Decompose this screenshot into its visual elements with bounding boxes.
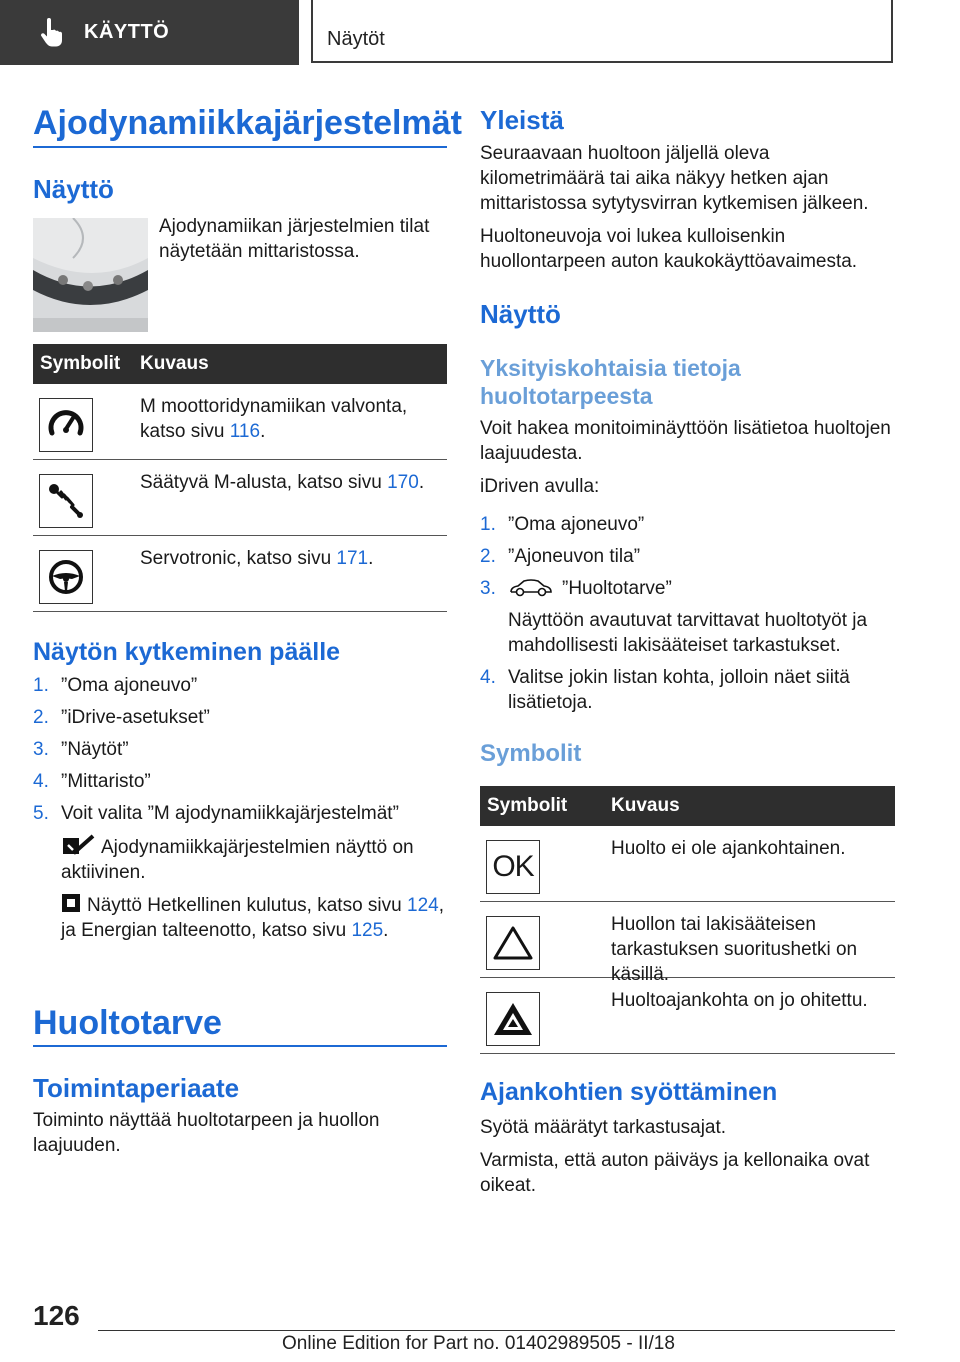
row-text: Servotronic, katso sivu <box>140 548 337 569</box>
step-number: 3. <box>33 739 49 760</box>
checkbox-empty-icon <box>61 893 81 913</box>
suspension-icon <box>39 474 93 528</box>
list-item <box>480 665 895 715</box>
row-tail: . <box>418 472 425 493</box>
pointing-hand-icon <box>40 18 66 48</box>
box-note-text-wrap <box>61 893 447 943</box>
list-item <box>480 544 895 569</box>
general-paragraph-2: Huoltoneuvoja voi lukea kulloisenkin huollontarpeen auton kaukokäyttöavaimesta. <box>480 226 858 272</box>
list-item <box>33 769 447 794</box>
box-note <box>33 893 447 943</box>
row-description <box>140 546 440 571</box>
display-text: Ajodynamiikan järjestelmien tilat näytetään mittaristossa. <box>159 216 430 262</box>
row-description <box>140 470 440 495</box>
page-number: 126 <box>33 1300 80 1331</box>
step-number: 5. <box>33 803 49 824</box>
principle-text: Toiminto näyttää huoltotarpeen ja huollon laajuuden. <box>33 1110 380 1156</box>
step-number: 2. <box>480 546 496 567</box>
row-description: Huollon tai lakisääteisen tarkastuksen suoritushetki on käsillä. <box>611 914 858 985</box>
principle-heading: Toimintaperiaate <box>33 1073 240 1103</box>
box-tail: . <box>383 920 389 941</box>
section-title: KÄYTTÖ <box>84 21 170 43</box>
step-number: 4. <box>33 771 49 792</box>
header-symbols: Symbolit <box>487 795 568 816</box>
row-description: Huoltoajankohta on jo ohitettu. <box>611 990 868 1011</box>
page-link[interactable]: 171 <box>336 548 369 569</box>
switch-on-steps <box>33 673 447 943</box>
service-steps <box>480 512 895 715</box>
table-row <box>480 826 895 902</box>
step-text: ”Huoltotarve” <box>562 578 672 599</box>
check-note-text-wrap <box>61 834 447 885</box>
step-number: 1. <box>33 675 49 696</box>
list-item <box>33 737 447 762</box>
table-row <box>33 384 447 460</box>
filled-warning-triangle-icon <box>486 992 540 1046</box>
ok-icon <box>486 840 540 894</box>
step-text: ”Oma ajoneuvo” <box>61 675 198 696</box>
service-title: Huoltotarve <box>33 1004 222 1042</box>
page-link[interactable]: 170 <box>387 472 419 493</box>
switch-on-heading: Näytön kytkeminen päälle <box>33 638 341 666</box>
symbols-heading: Symbolit <box>480 740 582 767</box>
display-heading: Näyttö <box>33 174 114 204</box>
row-description: Huolto ei ole ajankohtainen. <box>611 838 846 859</box>
step-number: 4. <box>480 667 496 688</box>
list-item <box>33 705 447 730</box>
step-text: ”iDrive-asetukset” <box>61 707 210 728</box>
idrive-label: iDriven avulla: <box>480 476 600 497</box>
list-item <box>33 801 447 826</box>
check-text: Ajodynamiikkajärjestelmien näyttö on aktiivinen. <box>61 837 414 883</box>
page-link[interactable]: 124 <box>407 895 439 916</box>
page-link[interactable]: 116 <box>229 421 261 442</box>
list-item <box>480 576 895 601</box>
title-rule <box>33 146 447 148</box>
drive-dynamics-symbol-table <box>33 344 447 612</box>
list-item <box>480 512 895 537</box>
checkbox-checked-icon <box>61 834 95 856</box>
display-heading-right: Näyttö <box>480 299 561 329</box>
step-text: ”Mittaristo” <box>61 771 151 792</box>
page-title: Ajodynamiikkajärjestelmät <box>33 104 462 142</box>
box-text: , ja Energian talteenotto, katso sivu <box>61 895 444 941</box>
row-text: Säätyvä M-alusta, katso sivu <box>140 472 388 493</box>
table-header <box>33 344 447 384</box>
step-text-wrap <box>508 576 895 601</box>
step-text: ”Näytöt” <box>61 739 129 760</box>
general-paragraph-1: Seuraavaan huoltoon jäljellä oleva kilometrimäärä tai aika näkyy hetken ajan mittaristossa sytytysvirran kytkemisen jälkeen. <box>480 143 869 214</box>
header-symbols: Symbolit <box>40 353 121 374</box>
row-tail: . <box>260 421 266 442</box>
row-description <box>140 394 440 444</box>
footer-rule <box>98 1330 895 1331</box>
service-symbol-table <box>480 786 895 1054</box>
table-row <box>480 978 895 1054</box>
step-text: Valitse jokin listan kohta, jolloin näet siitä lisätietoja. <box>508 667 850 713</box>
dates-paragraph-1: Syötä määrätyt tarkastusajat. <box>480 1117 727 1138</box>
detail-heading: Yksityiskohtaisia tietoja huoltotarpeesta <box>480 355 741 409</box>
dates-paragraph-2: Varmista, että auton päiväys ja kellonaika ovat oikeat. <box>480 1150 870 1196</box>
edition-text: Online Edition for Part no. 01402989505 - II/18 <box>282 1333 675 1354</box>
page-link[interactable]: 125 <box>351 920 384 941</box>
chapter-title: Näytöt <box>327 28 385 50</box>
check-note <box>33 834 447 885</box>
car-icon <box>508 578 554 598</box>
steering-wheel-icon <box>39 550 93 604</box>
row-text: M moottoridynamiikan valvonta, katso sivu <box>140 396 408 442</box>
header-description: Kuvaus <box>140 353 209 374</box>
service-rule <box>33 1045 447 1047</box>
section-header <box>0 0 299 65</box>
gauge-icon <box>39 398 93 452</box>
step-text: ”Oma ajoneuvo” <box>508 514 645 535</box>
box-text: Näyttö Hetkellinen kulutus, katso sivu <box>87 895 407 916</box>
table-row <box>33 536 447 612</box>
row-tail: . <box>368 548 374 569</box>
step-number: 1. <box>480 514 496 535</box>
step-number: 3. <box>480 578 496 599</box>
chapter-header <box>311 0 893 63</box>
warning-triangle-icon <box>486 916 540 970</box>
list-item <box>33 673 447 698</box>
step-number: 2. <box>33 707 49 728</box>
general-heading: Yleistä <box>480 105 564 135</box>
instrument-cluster-image <box>33 218 148 332</box>
table-row <box>480 902 895 985</box>
step-text: Voit valita ”M ajodynamiikkajärjestelmät” <box>61 803 399 824</box>
detail-paragraph: Voit hakea monitoiminäyttöön lisätietoa huoltojen laajuudesta. <box>480 418 891 464</box>
step-sub-note <box>480 608 895 658</box>
ok-icon-text: OK <box>492 850 534 883</box>
table-row <box>33 460 447 536</box>
header-description: Kuvaus <box>611 795 680 816</box>
step-text: ”Ajoneuvon tila” <box>508 546 641 567</box>
table-header <box>480 786 895 826</box>
step-sub-text: Näyttöön avautuvat tarvittavat huoltotyöt ja mahdollisesti lakisääteiset tarkastukset. <box>508 610 868 656</box>
dates-heading: Ajankohtien syöttäminen <box>480 1078 778 1106</box>
